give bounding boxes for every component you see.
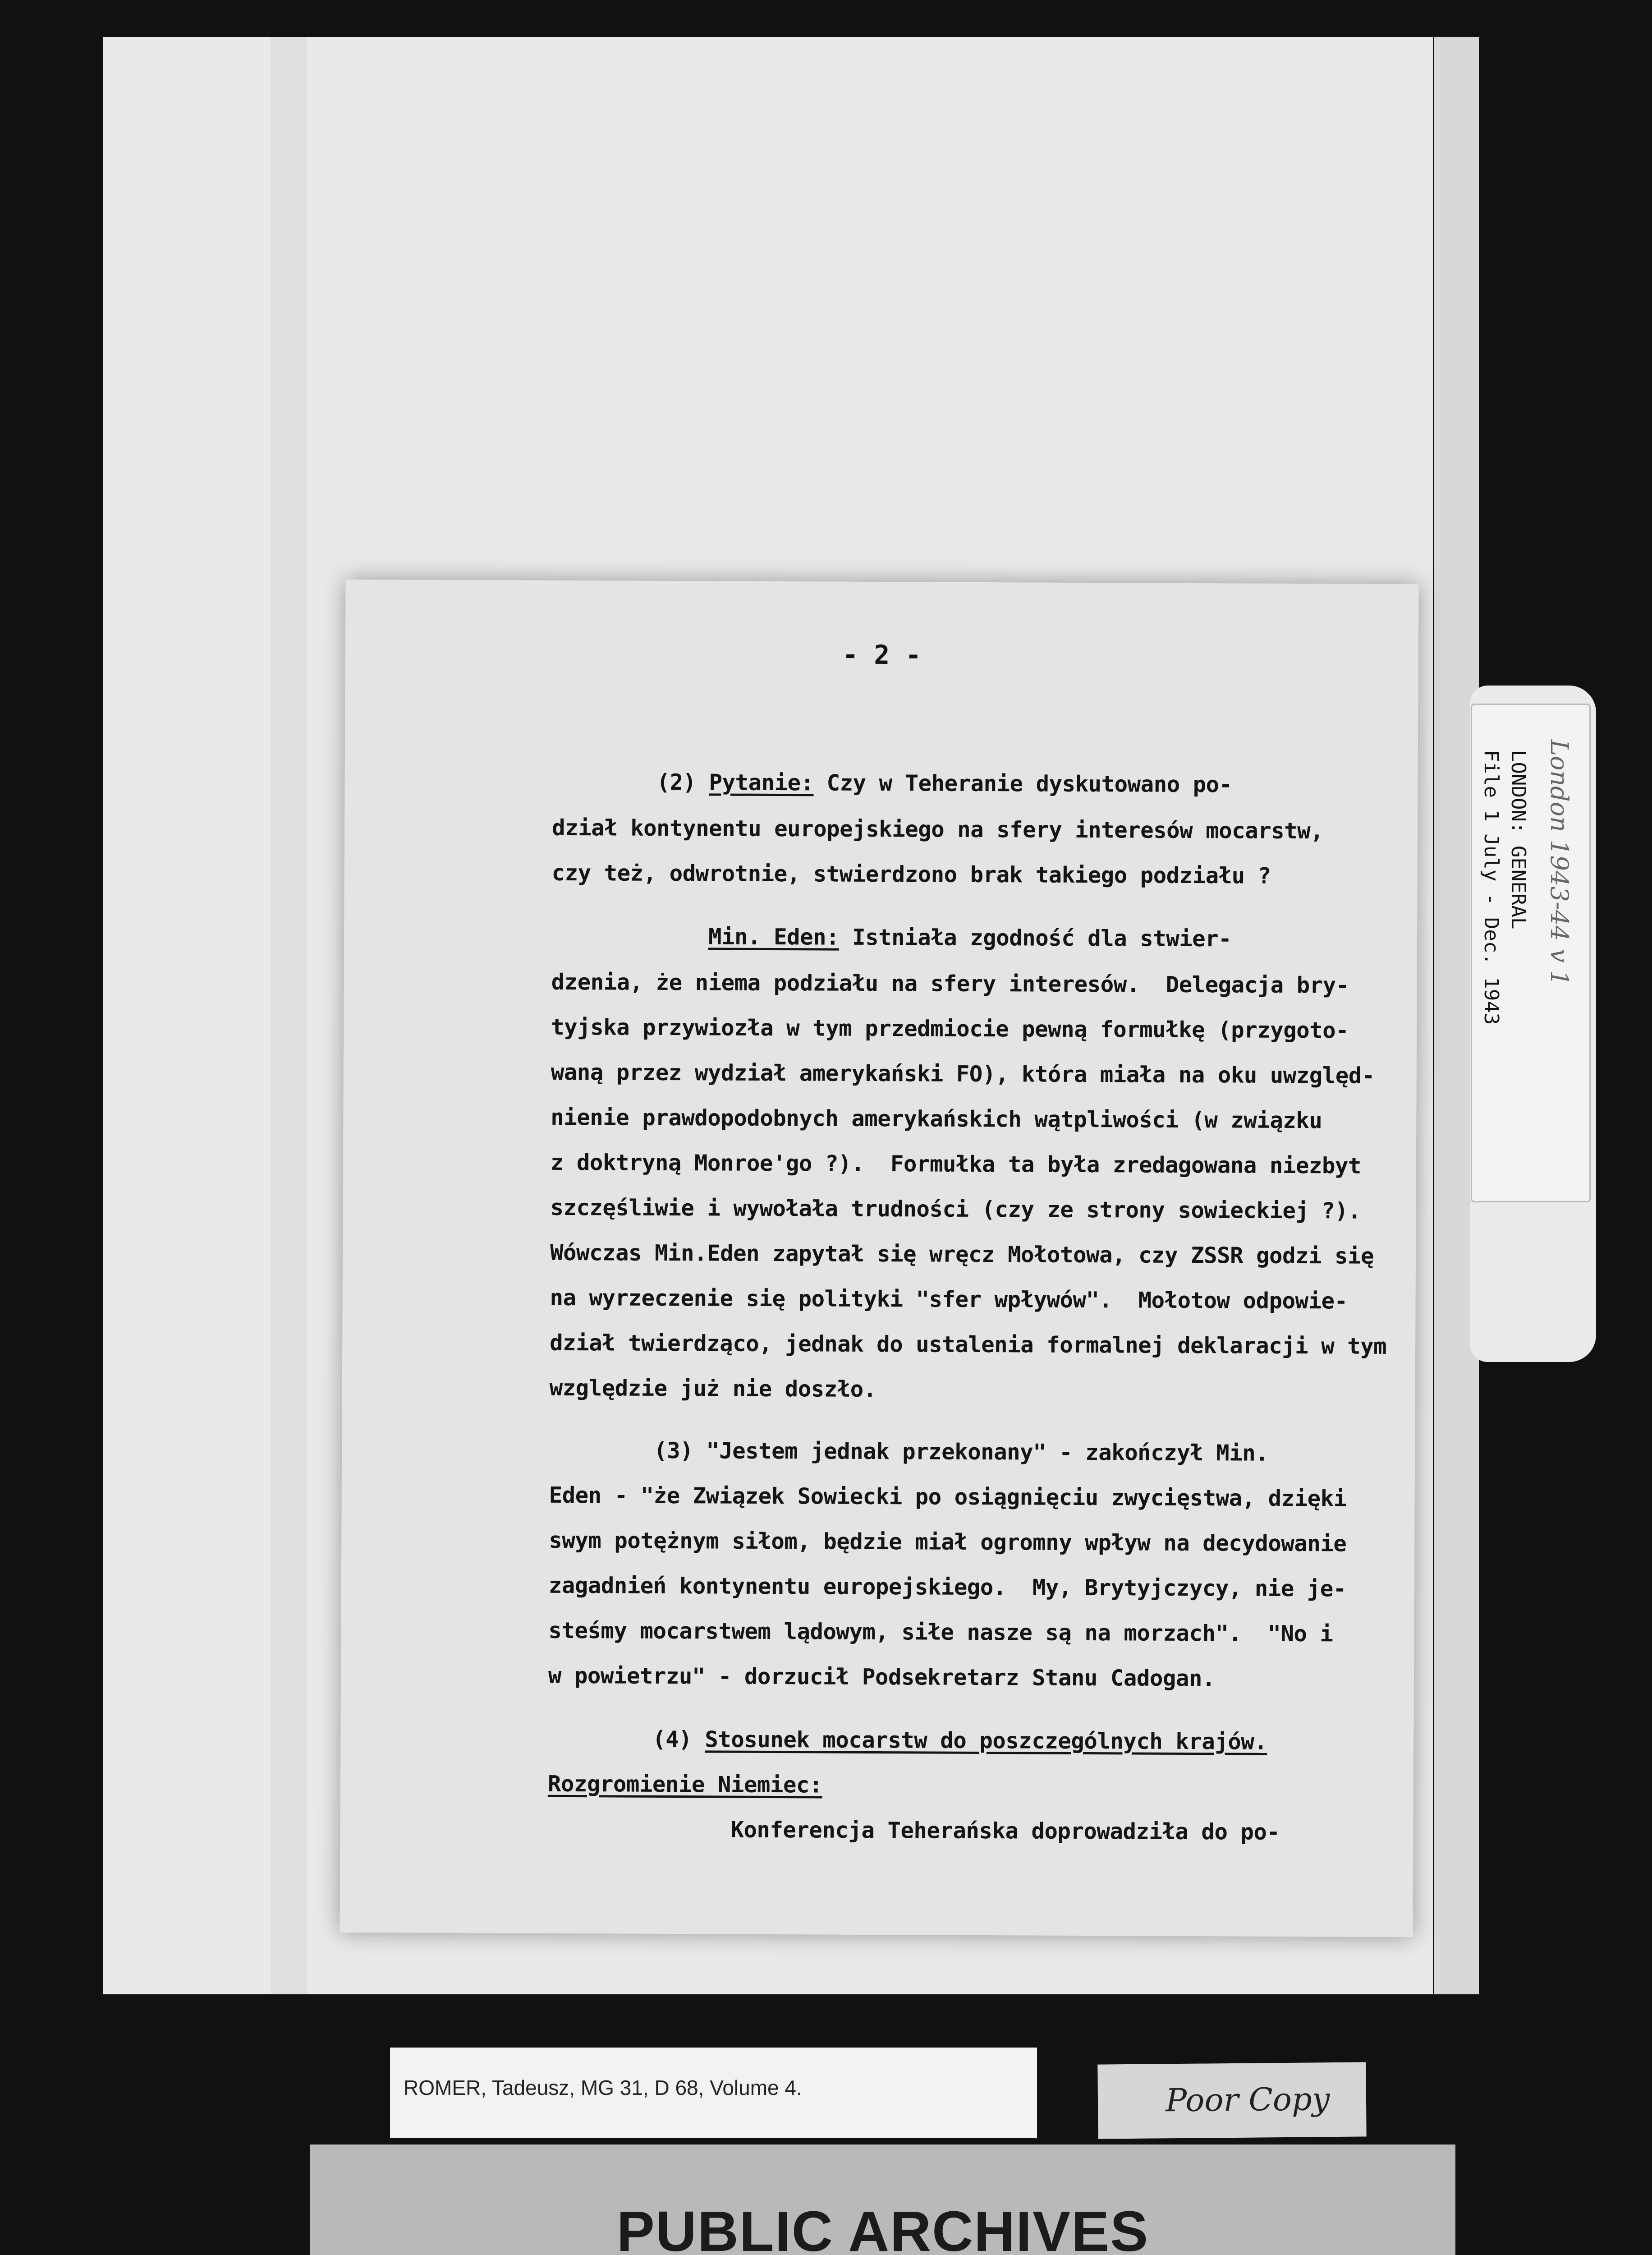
line-text: Czy w Teheranie dyskutowano po- [813,770,1232,798]
line-text: dział kontynentu europejskiego na sfery interesów mocarstw, [552,815,1324,844]
document-line [551,923,1231,952]
archives-stamp [310,2145,1455,2255]
underlined-heading: Min. Eden: [708,924,840,950]
document-line [548,1726,1267,1755]
document-line [548,1663,1215,1691]
document-line [552,860,1271,889]
line-text: na wyrzeczenie się polityki "sfer wpływów". Mołotow odpowie- [550,1284,1348,1314]
typed-page [340,580,1418,1937]
underlined-heading: Rozgromienie Niemiec: [547,1771,823,1798]
line-text: dział twierdząco, jednak do ustalenia formalnej deklaracji w tym [550,1330,1387,1359]
document-line [550,1195,1361,1224]
line-text: (3) "Jestem jednak przekonany" - zakończył Min. [549,1437,1269,1466]
document-line [548,1618,1333,1647]
document-line [550,1285,1347,1314]
line-text: szczęśliwie i wywołała trudności (czy ze strony sowieckiej ?). [550,1194,1361,1224]
document-line [548,1771,822,1798]
reference-slip [390,2048,1037,2138]
line-text: tyjska przywiozła w tym przedmiocie pewną formułkę (przygoto- [551,1014,1349,1044]
document-line [550,1375,876,1402]
document-line [551,1150,1361,1179]
line-text: Konferencja Teherańska doprowadziła do po- [547,1816,1280,1845]
stamp-line-1: PUBLIC ARCHIVES [616,2200,1149,2255]
folder-label-handwriting: London 1943-44 v 1 [1545,740,1574,986]
document-line [549,1482,1347,1512]
folder-label-line2: File 1 July - Dec. 1943 [1480,750,1503,1025]
line-text: (4) [548,1726,705,1753]
line-text: dzenia, że niema podziału na sfery interesów. Delegacja bry- [551,969,1349,999]
document-line [552,815,1323,844]
line-text: Eden - "że Związek Sowiecki po osiągnięciu zwycięstwa, dzięki [549,1482,1347,1512]
poor-copy-slip [1097,2062,1366,2139]
document-line [551,1059,1375,1089]
line-text: swym potężnym siłom, będzie miał ogromny wpływ na decydowanie [549,1527,1347,1557]
line-text: względzie już nie doszło. [549,1375,876,1402]
line-text [551,923,708,950]
document-line [551,1104,1322,1133]
line-text: z doktryną Monroe'go ?). Formułka ta była zredagowana niezbyt [550,1149,1362,1179]
folder-label-line1: LONDON: GENERAL [1507,750,1530,930]
document-line [552,769,1232,798]
line-text: nienie prawdopodobnych amerykańskich wątpliwości (w związku [551,1104,1322,1134]
line-text: w powietrzu" - dorzucił Podsekretarz Stanu Cadogan. [548,1662,1216,1692]
reference-text: ROMER, Tadeusz, MG 31, D 68, Volume 4. [404,2076,802,2099]
underlined-heading: Stosunek mocarstw do poszczególnych krajów. [705,1726,1267,1755]
line-text: czy też, odwrotnie, stwierdzono brak takiego podziału ? [551,860,1271,889]
line-text: steśmy mocarstwem lądowym, siłe nasze są na morzach". "No i [548,1617,1333,1647]
poor-copy-note: Poor Copy [1165,2080,1330,2119]
line-text: Wówczas Min.Eden zapytał się wręcz Mołotowa, czy ZSSR godzi się [550,1239,1374,1269]
line-text: Istniała zgodność dla stwier- [839,924,1232,952]
document-line [550,1240,1374,1269]
document-line [549,1528,1346,1557]
underlined-heading: Pytanie: [709,769,814,796]
line-text: zagadnień kontynentu europejskiego. My, Brytyjczycy, nie je- [548,1572,1346,1602]
document-line [551,1014,1349,1044]
folder-inner-strip [271,37,307,1994]
page-number: - 2 - [842,639,922,671]
document-line [550,1330,1386,1359]
document-line [549,1437,1268,1466]
document-line [551,969,1349,999]
document-line [549,1573,1346,1602]
document-line [547,1816,1280,1845]
line-text: waną przez wydział amerykański FO), która miała na oku uwzględ- [551,1059,1375,1089]
line-text: (2) [552,769,709,796]
